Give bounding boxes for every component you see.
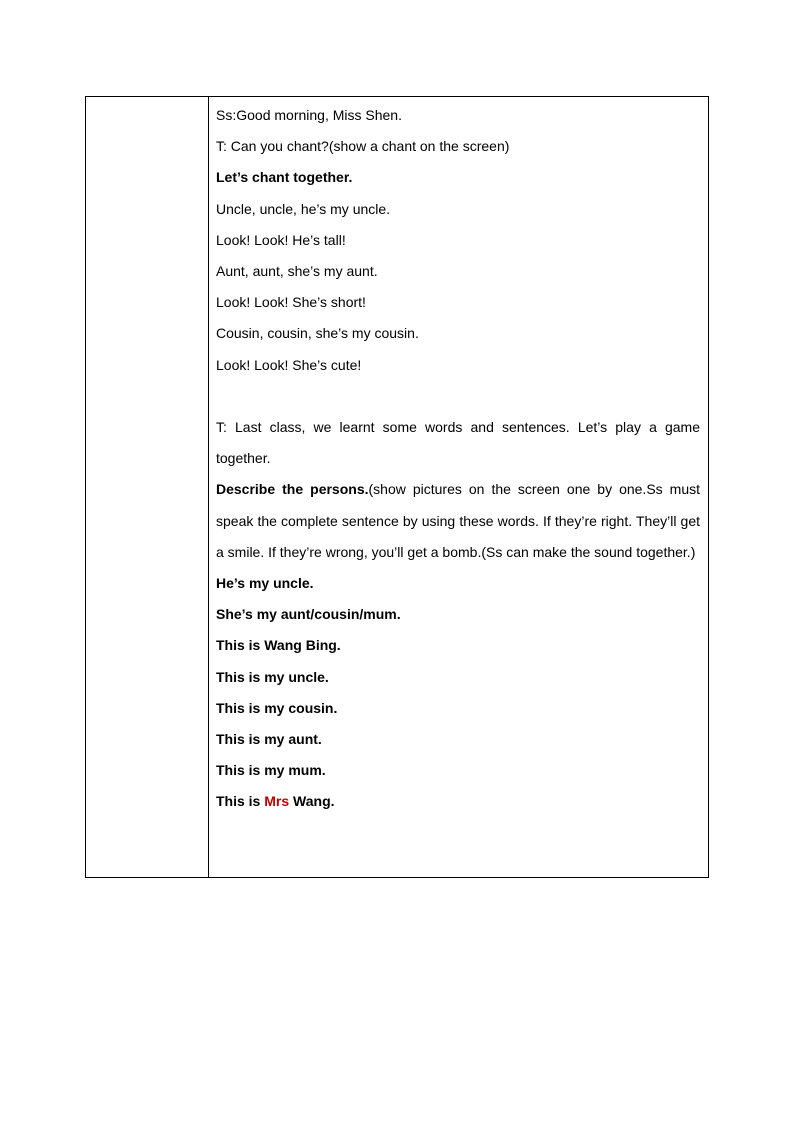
target-sentence: This is my uncle. <box>216 668 329 685</box>
game-instructions: (show pictures on the screen one by one.Ss must speak the complete sentence by using these words. If they’re right. They’ll get a smile. If they’re wrong, you’ll get a bomb.(Ss can make the sound together.) <box>216 481 700 560</box>
lesson-table <box>85 96 709 878</box>
target-sentence: This is my cousin. <box>216 699 338 716</box>
target-sentence: This is Wang Bing. <box>216 637 341 654</box>
sentence-end: Wang. <box>289 793 335 810</box>
sentence-start: This is <box>216 793 265 810</box>
target-sentence: He’s my uncle. <box>216 575 314 592</box>
table-row <box>86 97 709 878</box>
activity-heading: Let’s chant together. <box>216 169 353 186</box>
chant-line: Cousin, cousin, she’s my cousin. <box>216 325 419 342</box>
instruction-paragraph: T: Last class, we learnt some words and sentences. Let’s play a game together. <box>216 419 700 467</box>
highlighted-word: Mrs <box>264 793 290 810</box>
instruction-line: T: Can you chant?(show a chant on the screen) <box>216 138 510 155</box>
chant-line: Look! Look! He’s tall! <box>216 231 346 248</box>
chant-line: Look! Look! She’s cute! <box>216 356 362 373</box>
chant-line: Aunt, aunt, she’s my aunt. <box>216 263 378 280</box>
dialogue-line: Ss:Good morning, Miss Shen. <box>216 107 402 123</box>
target-sentence: She’s my aunt/cousin/mum. <box>216 606 401 623</box>
chant-line: Uncle, uncle, he’s my uncle. <box>216 200 391 217</box>
target-sentence <box>216 786 700 817</box>
left-column-cell <box>86 97 209 878</box>
target-sentence: This is my aunt. <box>216 731 322 748</box>
game-title: Describe the persons. <box>216 481 369 498</box>
blank-line <box>216 381 700 412</box>
game-description-paragraph <box>216 474 700 568</box>
content-cell <box>209 97 709 878</box>
target-sentence: This is my mum. <box>216 762 326 779</box>
chant-line: Look! Look! She’s short! <box>216 294 366 311</box>
